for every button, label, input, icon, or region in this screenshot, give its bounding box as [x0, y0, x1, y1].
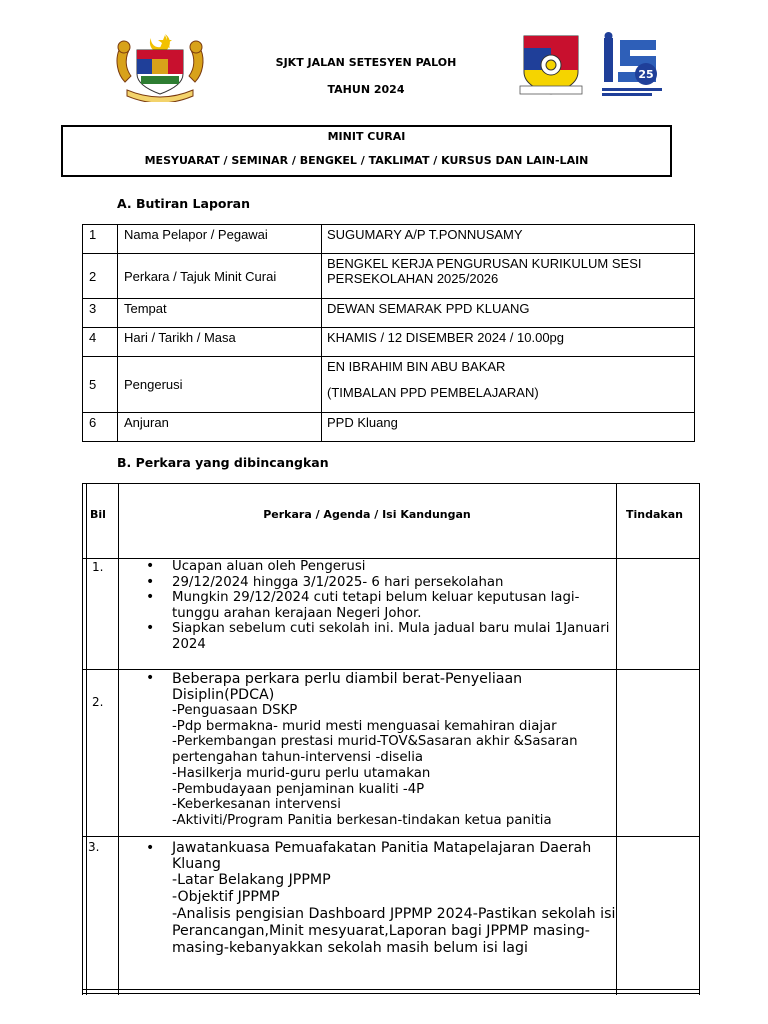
section-a-title: A. Butiran Laporan	[117, 196, 250, 211]
table-border	[82, 483, 83, 995]
section-b-title: B. Perkara yang dibincangkan	[117, 455, 329, 470]
table-row	[83, 225, 695, 254]
row-label: Anjuran	[118, 413, 322, 442]
list-item: • Mungkin 29/12/2024 cuti tetapi belum keluar keputusan lagi-tunggu arahan kerajaan Negeri Johor.	[172, 590, 616, 621]
is-25-logo-icon	[600, 32, 664, 98]
row-number: 2	[83, 254, 118, 299]
list-item	[172, 840, 616, 957]
list-item: • 29/12/2024 hingga 3/1/2025- 6 hari persekolahan	[172, 575, 616, 591]
agenda-table	[82, 483, 700, 995]
row-value	[322, 357, 695, 413]
row-value: DEWAN SEMARAK PPD KLUANG	[322, 299, 695, 328]
agenda-line: -Pdp bermakna- murid mesti menguasai kemahiran diajar	[172, 718, 557, 734]
agenda-line: -Pembudayaan penjaminan kualiti -4P	[172, 781, 425, 797]
table-border	[86, 483, 87, 995]
agenda-line: -Analisis pengisian Dashboard JPPMP 2024-Pastikan sekolah isi Perancangan,Minit mesyuarat,Laporan bagi JPPMP masing-masing-kebanyakkan sekolah masih belum isi lagi	[172, 906, 616, 956]
report-year: TAHUN 2024	[327, 83, 405, 96]
table-row	[83, 254, 695, 299]
list-item: • Siapkan sebelum cuti sekolah ini. Mula jadual baru mulai 1Januari 2024	[172, 621, 616, 652]
table-border	[82, 989, 700, 990]
row-label: Pengerusi	[118, 357, 322, 413]
row-number: 4	[83, 328, 118, 357]
row-number: 1	[83, 225, 118, 254]
table-border	[82, 483, 700, 484]
agenda-line: -Objektif JPPMP	[172, 889, 280, 905]
agenda-item-content	[146, 671, 616, 829]
list-item: • Ucapan aluan oleh Pengerusi	[172, 559, 616, 575]
table-border	[82, 993, 700, 994]
agenda-item-number: 2.	[92, 695, 104, 709]
document-title: MINIT CURAI	[327, 130, 406, 143]
agenda-line: -Hasilkerja murid-guru perlu utamakan	[172, 765, 431, 781]
row-label: Nama Pelapor / Pegawai	[118, 225, 322, 254]
agenda-line: -Latar Belakang JPPMP	[172, 872, 331, 888]
agenda-bullet: • Beberapa perkara perlu diambil berat-Penyeliaan Disiplin(PDCA)	[172, 671, 523, 703]
agenda-item-content	[146, 840, 616, 957]
agenda-item-content	[146, 559, 616, 652]
table-row	[83, 299, 695, 328]
table-row	[83, 328, 695, 357]
row-value-line: PERSEKOLAHAN 2025/2026	[327, 271, 499, 286]
row-value	[322, 254, 695, 299]
document-subtitle: MESYUARAT / SEMINAR / BENGKEL / TAKLIMAT / KURSUS DAN LAIN-LAIN	[144, 154, 589, 167]
agenda-item-number: 3.	[88, 840, 100, 854]
table-row	[83, 357, 695, 413]
row-value-line: EN IBRAHIM BIN ABU BAKAR	[327, 359, 506, 374]
table-border	[118, 483, 119, 995]
agenda-bullet: • Jawatankuasa Pemuafakatan Panitia Matapelajaran Daerah Kluang	[172, 840, 592, 872]
school-name: SJKT JALAN SETESYEN PALOH	[275, 56, 457, 69]
table-border	[699, 483, 700, 995]
agenda-item-number: 1.	[92, 560, 104, 574]
coat-of-arms-icon	[113, 30, 207, 102]
column-header-tindakan: Tindakan	[626, 508, 683, 521]
row-number: 5	[83, 357, 118, 413]
row-number: 6	[83, 413, 118, 442]
agenda-line: -Penguasaan DSKP	[172, 703, 298, 718]
column-header-bil: Bil	[90, 508, 106, 521]
row-value: PPD Kluang	[322, 413, 695, 442]
row-value: SUGUMARY A/P T.PONNUSAMY	[322, 225, 695, 254]
table-border	[82, 836, 700, 837]
agenda-line: -Perkembangan prestasi murid-TOV&Sasaran akhir &Sasaran pertengahan tahun-intervensi -diselia	[172, 734, 578, 766]
agenda-line: -Aktiviti/Program Panitia berkesan-tindakan ketua panitia	[172, 812, 552, 828]
table-border	[82, 669, 700, 670]
table-row	[83, 413, 695, 442]
row-label: Perkara / Tajuk Minit Curai	[118, 254, 322, 299]
table-border	[616, 483, 617, 995]
row-value: KHAMIS / 12 DISEMBER 2024 / 10.00pg	[322, 328, 695, 357]
row-value-line: BENGKEL KERJA PENGURUSAN KURIKULUM SESI	[327, 256, 642, 271]
row-number: 3	[83, 299, 118, 328]
list-item	[172, 671, 616, 829]
row-label: Tempat	[118, 299, 322, 328]
agenda-line: -Keberkesanan intervensi	[172, 797, 341, 813]
document-title-box	[61, 125, 672, 177]
report-details-table	[82, 224, 695, 442]
row-label: Hari / Tarikh / Masa	[118, 328, 322, 357]
column-header-perkara: Perkara / Agenda / Isi Kandungan	[263, 508, 471, 521]
row-value-line: (TIMBALAN PPD PEMBELAJARAN)	[327, 385, 539, 400]
school-crest-icon	[518, 32, 584, 98]
svg-text:25: 25	[638, 68, 654, 81]
